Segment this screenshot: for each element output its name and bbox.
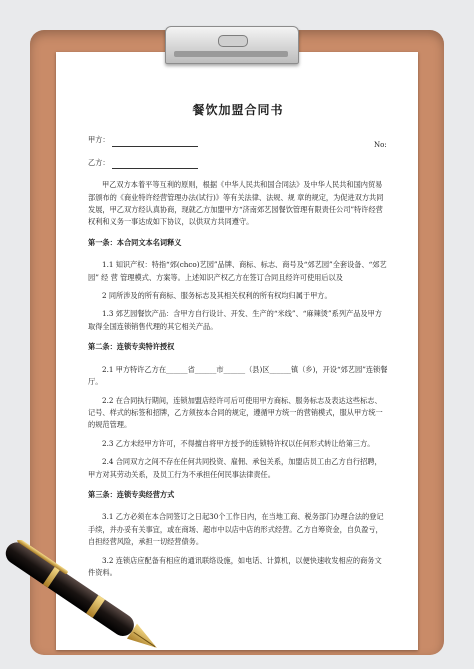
contract-number-label: No:: [374, 141, 387, 149]
section-1-paragraph: 1.3 郊艺园餐饮产品：含甲方自行设计、开发、生产的“米线”、“麻辣烫”系列产品及甲方取得全国连锁销售代理的其它相关产品。: [88, 309, 382, 331]
section-2-paragraph: 2.4 合同双方之间不存在任何共同投资、雇佣、承包关系，加盟店员工由乙方自行招聘，甲方对其劳动关系，及员工行为不承担任何民事法律责任。: [88, 457, 382, 479]
section-3-paragraph: 3.1 乙方必须在本合同签订之日起30个工作日内，在当地工商、税务部门办理合法的登记手续，并办妥有关事宜，或在商场、超市中以店中店的形式经营。乙方自筹资金，自负盈亏，自担经营风险，承担一切经营债务。: [88, 512, 384, 547]
section-2-paragraph: 2.1 甲方特许乙方在______省______市______（县)区______镇（乡)，开设“郊艺园”连锁餐厅。: [88, 364, 388, 387]
clip-hole: [218, 35, 248, 47]
party-b-field: [88, 157, 388, 169]
section-2-paragraph: 2.3 乙方未经甲方许可，不得擅自将甲方授予的连锁特许权以任何形式转让给第三方。: [102, 438, 375, 448]
section-2-paragraph: 2.2 在合同执行期间，连锁加盟店经许可后可使用甲方商标、服务标志及表达这些标志、记号、样式的标签和招牌，乙方须按本合同的规定，遵循甲方统一的营销模式，服从甲方统一的规范管理。: [88, 395, 383, 430]
fountain-pen-icon: [0, 540, 180, 669]
section-1-heading: 第一条：本合同文本名词释义: [88, 237, 182, 247]
clipboard-clip: [165, 26, 299, 64]
contract-title: 餐饮加盟合同书: [192, 103, 284, 117]
contract-document: [88, 104, 388, 585]
section-1-paragraph: 2 同所涉及的所有商标、服务标志及其相关权利的所有权均归属于甲方。: [102, 291, 332, 301]
party-a-field: [88, 134, 388, 146]
party-b-label: 乙方：: [88, 157, 110, 167]
party-a-blank: [112, 138, 198, 147]
intro-paragraph: 甲乙双方本着平等互利的原则，根据《中华人民共和国合同法》及中华人民共和国内贸易部颁布的《商业特许经营管理办法(试行)》等有关法律、法规、规 章的规定，为促进双方共同发展，甲乙双方经认真协商，现就乙方加盟甲方“济南郊艺园餐饮管理有限责任公司”特许经营权利和义务一事达成如下协议，以供双方共同遵守。: [88, 180, 384, 227]
party-b-blank: [112, 160, 198, 169]
section-1-paragraph: 1.1 知识产权：特指“郊(chco)艺园”品牌、商标、标志、商号及“郊艺园”全套设备、“郊艺园” 经 营 管理模式、方案等。上述知识产权乙方在签订合同且经许可使用后以及: [88, 260, 387, 282]
section-3-paragraph: 3.2 连锁店应配备有相应的通讯联络设施，如电话、计算机，以便快速收发相应的商务文件资料。: [88, 555, 382, 577]
section-3-heading: 第三条：连锁专卖经营方式: [88, 489, 175, 499]
clip-bar: [174, 51, 288, 57]
section-2-heading: 第二条：连锁专卖特许授权: [88, 342, 175, 352]
party-a-label: 甲方：: [88, 135, 110, 145]
